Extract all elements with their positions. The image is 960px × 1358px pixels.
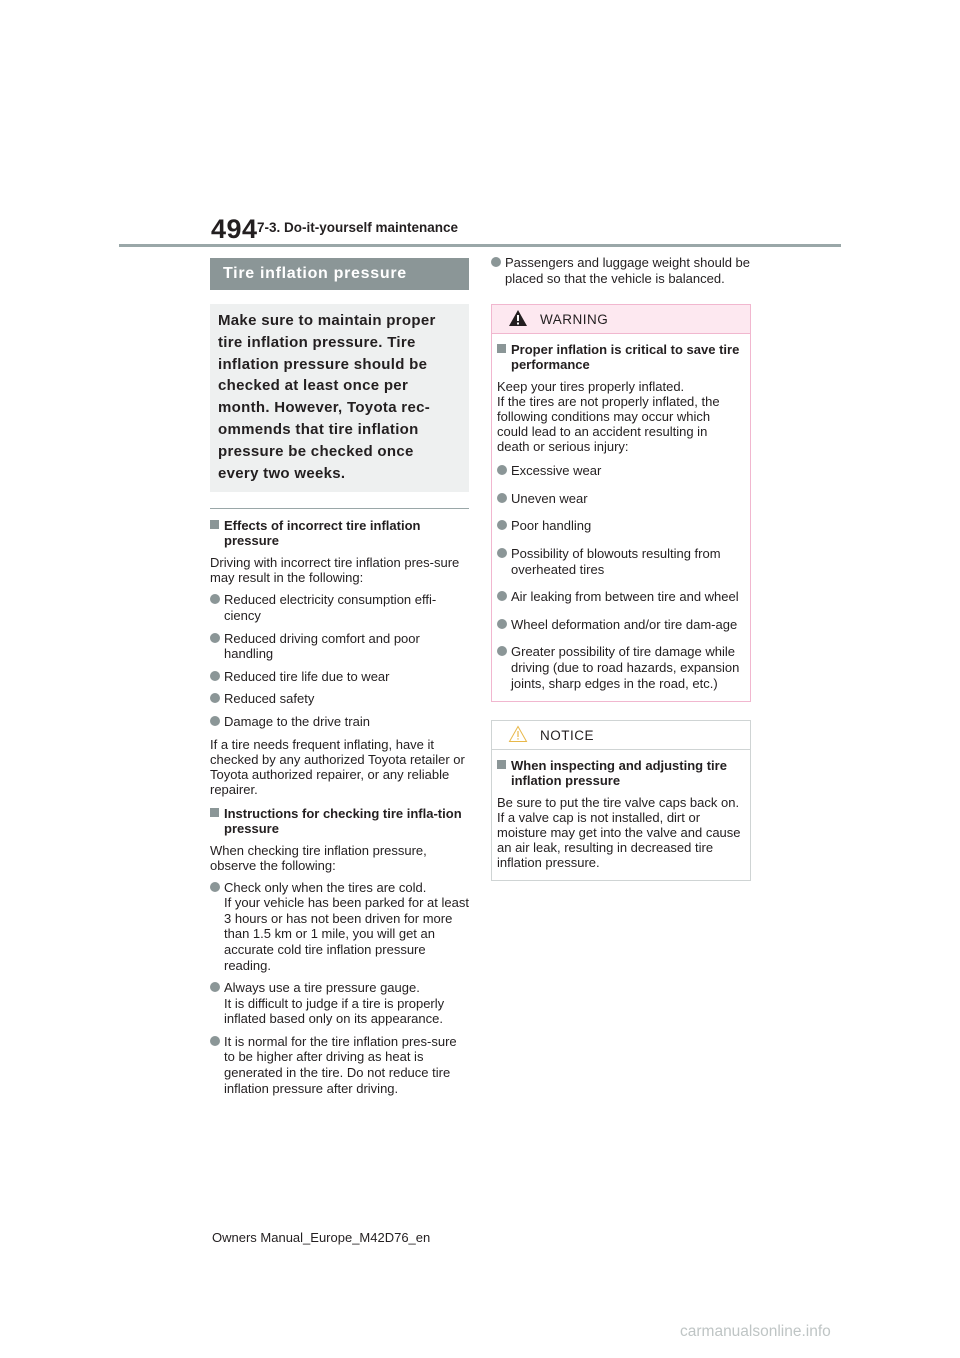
section-title: 7-3. Do-it-yourself maintenance (257, 220, 459, 235)
list-item: Possibility of blowouts resulting from overheated tires (497, 546, 742, 577)
watermark: carmanualsonline.info (680, 1323, 831, 1340)
list-item: Greater possibility of tire damage while driving (due to road hazards, expansion joints, sharp edges in the road, etc.) (497, 644, 742, 691)
notice-text: Be sure to put the tire valve caps back on. If a valve cap is not installed, dirt or moisture may get into the valve and cause an air leak, resulting in decreased tire inflation pressure. (497, 795, 741, 871)
warning-label: WARNING (540, 312, 609, 328)
footer-manual-id: Owners Manual_Europe_M42D76_en (212, 1230, 431, 1245)
header-rule (119, 244, 841, 247)
paragraph: Driving with incorrect tire inflation pres-sure may result in the following: (210, 555, 460, 586)
list-item: Reduced driving comfort and poor handling (210, 631, 469, 662)
warning-triangle-icon (508, 309, 528, 327)
section-divider (210, 508, 469, 509)
list-item: It is normal for the tire inflation pres-sure to be higher after driving as heat is generated in the tire. Do not reduce tire inflation pressure after driving. (210, 1034, 469, 1096)
notice-subheading: When inspecting and adjusting tire inflation pressure (497, 758, 742, 788)
right-column (491, 255, 751, 881)
list-item: Air leaking from between tire and wheel (497, 589, 742, 605)
notice-box (491, 720, 751, 881)
list-item: Always use a tire pressure gauge. It is difficult to judge if a tire is properly inflated based only on its appearance. (210, 980, 469, 1027)
warning-subheading: Proper inflation is critical to save tire performance (497, 342, 742, 372)
list-item: Check only when the tires are cold. If your vehicle has been parked for at least 3 hours or has not been driven for more than 1.5 km or 1 mile, you will get an accurate cold tire inflation pressure reading. (210, 880, 469, 974)
topic-title: Tire inflation pressure (210, 258, 469, 290)
warning-box (491, 304, 751, 702)
list-item: Reduced safety (210, 691, 469, 707)
caution-triangle-icon (508, 725, 528, 743)
list-item: Uneven wear (497, 491, 742, 507)
subheading-instructions: Instructions for checking tire infla-tion pressure (210, 806, 469, 836)
subheading-effects: Effects of incorrect tire inflation pressure (210, 518, 469, 548)
list-item: Reduced tire life due to wear (210, 669, 469, 685)
list-item: Damage to the drive train (210, 714, 469, 730)
list-item: Reduced electricity consumption effi-ciency (210, 592, 469, 623)
list-item: Wheel deformation and/or tire dam-age (497, 617, 742, 633)
intro-box: Make sure to maintain proper tire inflation pressure. Tire inflation pressure should be checked at least once per month. However, Toyota rec-ommends that tire inflation pressure be checked once every two weeks. (210, 304, 469, 492)
list-item: Poor handling (497, 518, 742, 534)
notice-header (492, 721, 750, 750)
list-item: Passengers and luggage weight should be placed so that the vehicle is balanced. (491, 255, 751, 286)
page-number: 494 (211, 214, 258, 244)
list-item: Excessive wear (497, 463, 742, 479)
paragraph: When checking tire inflation pressure, observe the following: (210, 842, 427, 873)
warning-header (492, 305, 750, 334)
paragraph: If a tire needs frequent inflating, have it checked by any authorized Toyota retailer or Toyota authorized repairer, or any reliable repairer. (210, 736, 465, 797)
notice-label: NOTICE (540, 728, 595, 744)
left-column (210, 258, 469, 1096)
warning-text: Keep your tires properly inflated. If the tires are not properly inflated, the following conditions may occur which could lead to an accident resulting in death or serious injury: (497, 379, 720, 455)
